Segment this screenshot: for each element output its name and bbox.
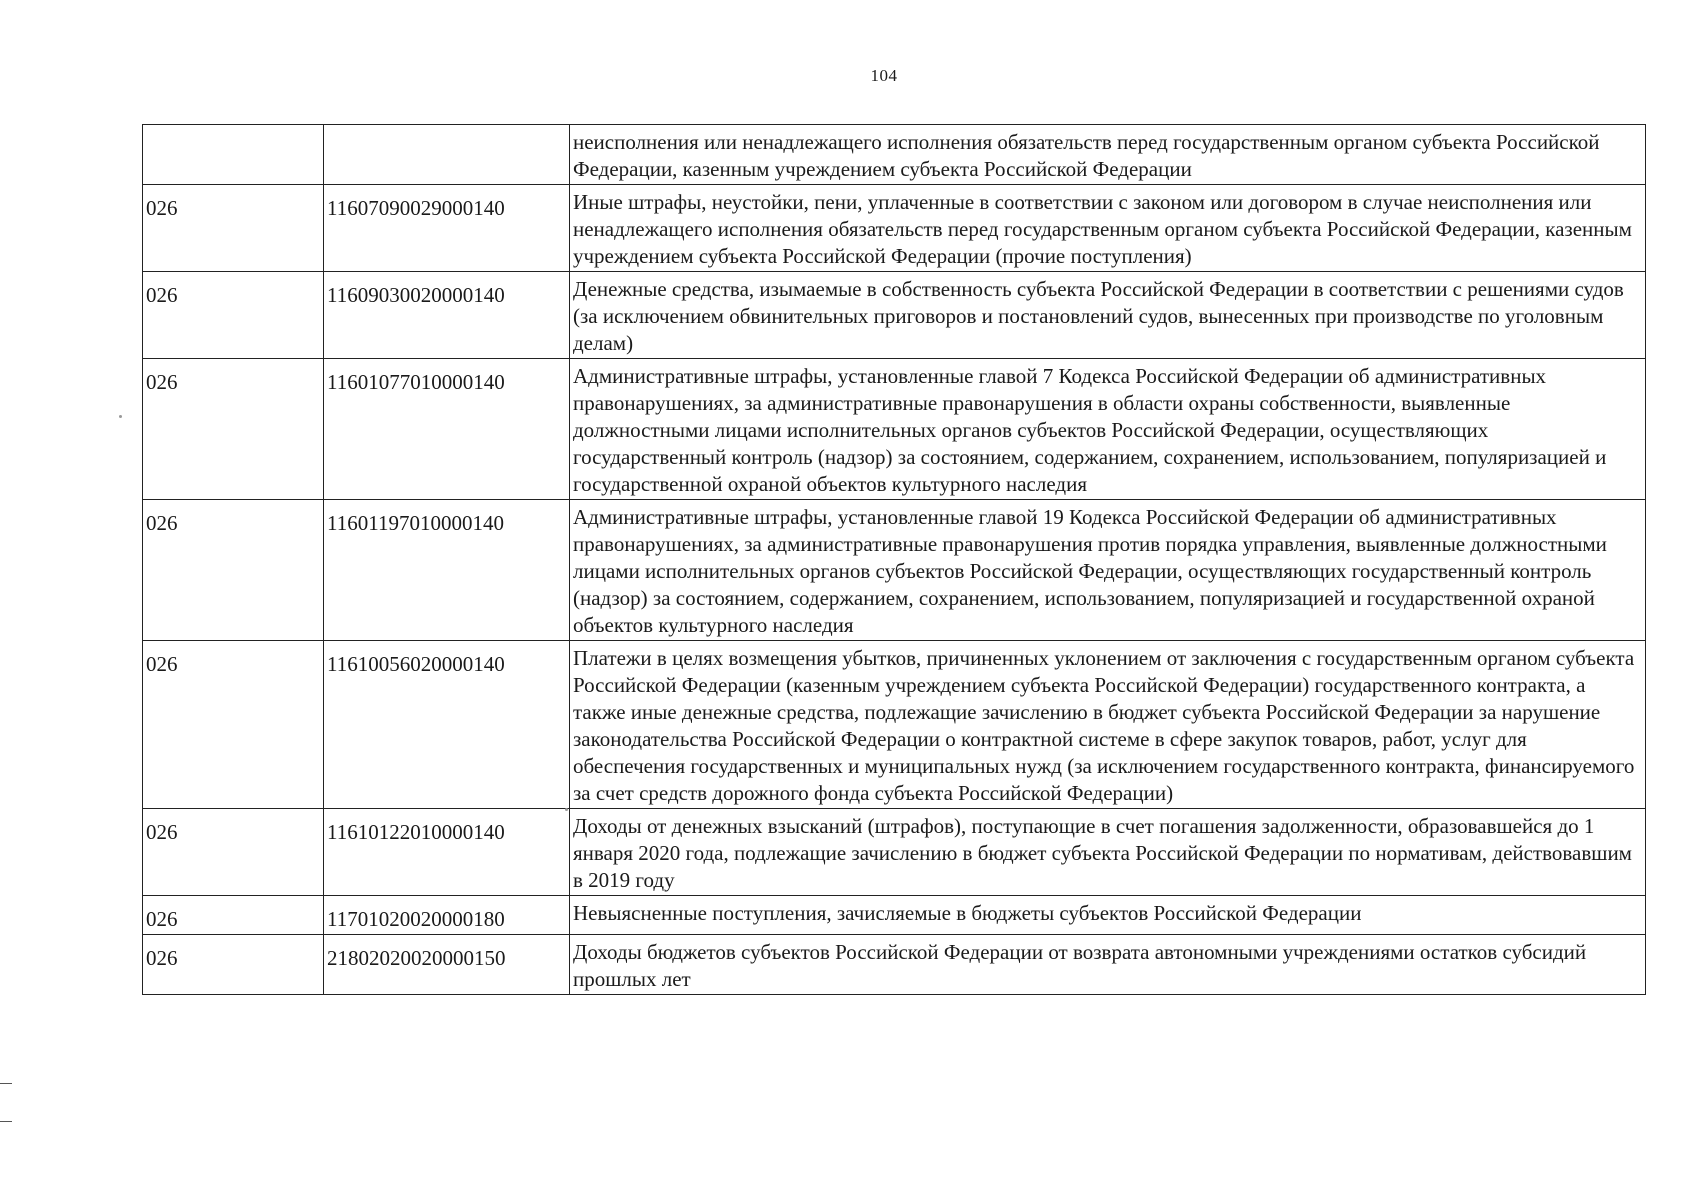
revenue-name-cell: Административные штрафы, установленные главой 19 Кодекса Российской Федерации об административных правонарушениях, за административные правонарушения против порядка управления, выявленные должностными лицами исполнительных органов субъектов Российской Федерации, осуществляющих государственный контроль (надзор) за состоянием, содержанием, сохранением, использованием, популяризацией и государственной охраной объектов культурного наследия: [570, 500, 1646, 641]
table-row: [143, 641, 1646, 809]
budget-code-cell: 11610122010000140: [324, 809, 570, 896]
revenue-name-cell: Доходы бюджетов субъектов Российской Федерации от возврата автономными учреждениями остатков субсидий прошлых лет: [570, 935, 1646, 995]
budget-code-cell: 21802020020000150: [324, 935, 570, 995]
table-row: [143, 896, 1646, 935]
revenue-name-cell: Платежи в целях возмещения убытков, причиненных уклонением от заключения с государственным органом субъекта Российской Федерации (казенным учреждением субъекта Российской Федерации) государственного контракта, а также иные денежные средства, подлежащие зачислению в бюджет субъекта Российской Федерации за нарушение законодательства Российской Федерации о контрактной системе в сфере закупок товаров, работ, услуг для обеспечения государственных и муниципальных нужд (за исключением государственного контракта, финансируемого за счет средств дорожного фонда субъекта Российской Федерации): [570, 641, 1646, 809]
scan-edge-mark: [0, 1121, 12, 1122]
table-row: [143, 500, 1646, 641]
admin-code-cell: 026: [143, 896, 324, 935]
revenue-name-cell: Денежные средства, изымаемые в собственность субъекта Российской Федерации в соответствии с решениями судов (за исключением обвинительных приговоров и постановлений судов, вынесенных при производстве по уголовным делам): [570, 272, 1646, 359]
scan-speck: [565, 808, 568, 811]
admin-code-cell: 026: [143, 272, 324, 359]
budget-code-cell: 11610056020000140: [324, 641, 570, 809]
table-row: [143, 272, 1646, 359]
admin-code-cell: 026: [143, 641, 324, 809]
scan-edge-mark: [0, 1083, 12, 1084]
revenue-name-cell: Иные штрафы, неустойки, пени, уплаченные в соответствии с законом или договором в случае неисполнения или ненадлежащего исполнения обязательств перед государственным органом субъекта Российской Федерации, казенным учреждением субъекта Российской Федерации (прочие поступления): [570, 185, 1646, 272]
budget-code-cell: 11609030020000140: [324, 272, 570, 359]
admin-code-cell: 026: [143, 935, 324, 995]
table-row: [143, 809, 1646, 896]
budget-code-cell: 11701020020000180: [324, 896, 570, 935]
admin-code-cell: [143, 125, 324, 185]
scan-speck: [119, 415, 122, 418]
page-number: 104: [870, 66, 898, 85]
admin-code-cell: 026: [143, 809, 324, 896]
budget-code-cell: 11601197010000140: [324, 500, 570, 641]
revenue-name-cell: Административные штрафы, установленные главой 7 Кодекса Российской Федерации об административных правонарушениях, за административные правонарушения в области охраны собственности, выявленные должностными лицами исполнительных органов субъектов Российской Федерации, осуществляющих государственный контроль (надзор) за состоянием, содержанием, сохранением, использованием, популяризацией и государственной охраной объектов культурного наследия: [570, 359, 1646, 500]
admin-code-cell: 026: [143, 500, 324, 641]
admin-code-cell: 026: [143, 185, 324, 272]
table-row: [143, 359, 1646, 500]
admin-code-cell: 026: [143, 359, 324, 500]
revenue-name-cell: Невыясненные поступления, зачисляемые в бюджеты субъектов Российской Федерации: [570, 896, 1646, 935]
table-row: [143, 125, 1646, 185]
budget-code-cell: 11607090029000140: [324, 185, 570, 272]
table-row: [143, 185, 1646, 272]
budget-code-cell: 11601077010000140: [324, 359, 570, 500]
revenue-name-cell: Доходы от денежных взысканий (штрафов), поступающие в счет погашения задолженности, образовавшейся до 1 января 2020 года, подлежащие зачислению в бюджет субъекта Российской Федерации по нормативам, действовавшим в 2019 году: [570, 809, 1646, 896]
revenue-codes-table: [142, 124, 1646, 995]
table-row: [143, 935, 1646, 995]
revenue-name-cell: неисполнения или ненадлежащего исполнения обязательств перед государственным органом субъекта Российской Федерации, казенным учреждением субъекта Российской Федерации: [570, 125, 1646, 185]
budget-code-cell: [324, 125, 570, 185]
